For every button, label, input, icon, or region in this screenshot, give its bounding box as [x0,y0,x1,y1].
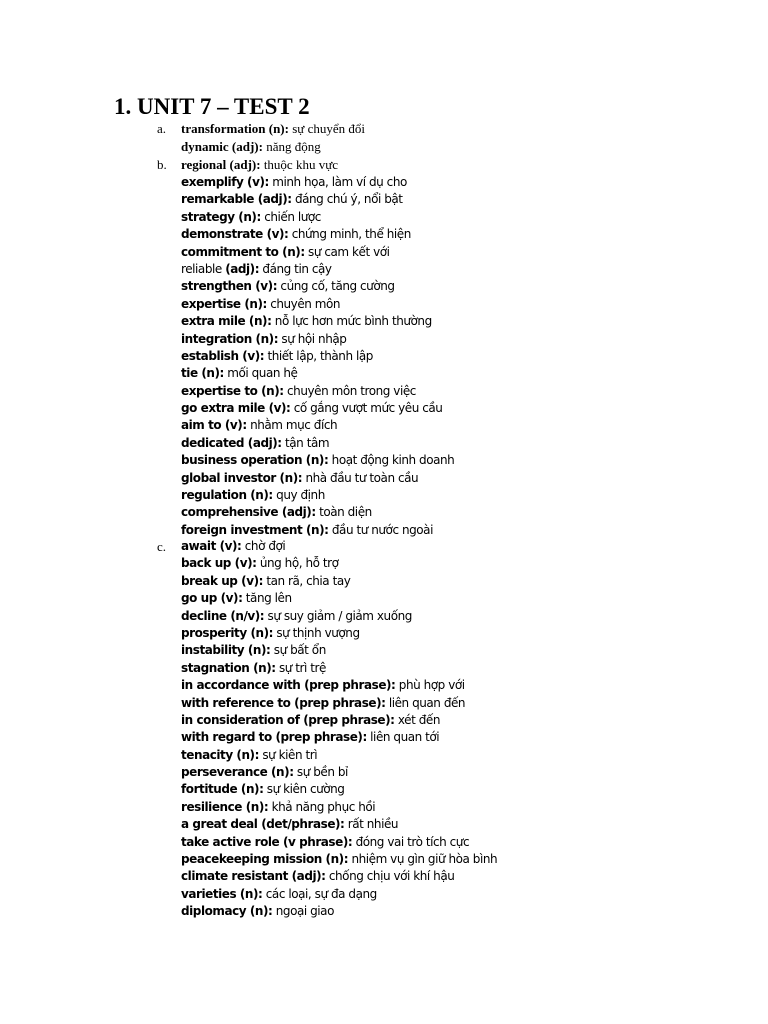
vocab-entry [181,712,497,729]
vocab-term: climate resistant (adj): [181,869,326,884]
vocab-meaning: khả năng phục hồi [268,799,376,814]
vocab-list-b-head [181,156,338,174]
vocab-entry [181,226,454,243]
vocab-meaning: đáng tin cậy [259,261,332,276]
vocab-entry [181,435,454,452]
vocab-meaning: đáng chú ý, nổi bật [291,192,403,207]
vocab-entry [181,573,497,590]
page-title: 1. UNIT 7 – TEST 2 [114,94,310,119]
vocab-meaning: đầu tư nước ngoài [328,522,433,537]
vocab-entry [181,764,497,781]
vocab-meaning: cố gắng vượt mức yêu cầu [290,401,443,416]
vocab-meaning: toàn diện [315,505,372,520]
vocab-meaning: liên quan đến [385,695,466,710]
vocab-meaning: sự thịnh vượng [272,625,360,640]
vocab-entry [181,868,497,885]
vocab-entry [181,278,454,295]
vocab-meaning: minh họa, làm ví dụ cho [268,175,407,189]
vocab-entry [181,555,497,572]
vocab-meaning: chứng minh, thể hiện [288,227,411,242]
vocab-entry [181,209,454,226]
vocab-meaning: chiến lược [260,209,321,224]
vocab-meaning: năng động [262,139,321,154]
vocab-term: establish (v): [181,348,265,363]
vocab-meaning: chuyên môn [266,296,341,311]
vocab-term: dynamic (adj): [181,139,263,154]
vocab-meaning: sự kiên trì [258,747,318,762]
vocab-meaning: thiết lập, thành lập [264,348,373,363]
vocab-entry [181,261,454,278]
vocab-meaning: nhiệm vụ gìn giữ hòa bình [348,852,498,867]
vocab-entry [181,120,365,138]
vocab-meaning: tan rã, chia tay [262,573,351,588]
vocab-entry [181,538,497,555]
vocab-meaning: mối quan hệ [223,366,298,381]
vocab-term: in consideration of (prep phrase): [181,712,395,727]
vocab-meaning: nhà đầu tư toàn cầu [302,470,419,485]
vocab-term: varieties (n): [181,886,263,901]
section-marker: a. [157,121,167,136]
vocab-term: demonstrate (v): [181,227,289,242]
vocab-term: foreign investment (n): [181,522,329,537]
vocab-meaning: thuộc khu vực [260,157,339,172]
vocab-term: extra mile (n): [181,314,272,329]
vocab-term: comprehensive (adj): [181,505,316,520]
vocab-entry [181,781,497,798]
vocab-entry [181,522,454,539]
vocab-term: (adj): [225,261,260,276]
vocab-entry [181,244,454,261]
vocab-term: go extra mile (v): [181,401,291,416]
vocab-entry [181,417,454,434]
vocab-meaning: hoạt động kinh doanh [328,453,455,468]
vocab-meaning: quy định [272,488,325,503]
vocab-entry [181,452,454,469]
vocab-meaning: nhằm mục đích [246,418,338,433]
vocab-entry [181,747,497,764]
vocab-term: expertise (n): [181,296,267,311]
vocab-term: perseverance (n): [181,765,294,780]
vocab-term: in accordance with (prep phrase): [181,678,396,693]
vocab-term: stagnation (n): [181,660,276,675]
vocab-term: regulation (n): [181,488,273,503]
vocab-term: tie (n): [181,366,224,381]
vocab-term: tenacity (n): [181,747,259,762]
vocab-meaning: nỗ lực hơn mức bình thường [271,314,432,329]
vocab-term: integration (n): [181,331,279,346]
vocab-term: remarkable (adj): [181,192,292,207]
vocab-term: exemplify (v): [181,175,269,189]
section-marker: c. [157,539,167,554]
vocab-meaning: chờ đợi [241,539,286,553]
vocab-term: break up (v): [181,573,263,588]
vocab-entry [181,296,454,313]
vocab-meaning: ngoại giao [272,904,334,919]
vocab-term: back up (v): [181,556,257,571]
vocab-list-b [181,174,454,539]
vocab-entry [181,174,454,191]
vocab-term: expertise to (n): [181,383,284,398]
vocab-term: business operation (n): [181,453,329,468]
vocab-meaning: phù hợp với [395,678,465,693]
vocab-entry [181,470,454,487]
vocab-term: global investor (n): [181,470,303,485]
vocab-meaning: sự trì trệ [275,660,326,675]
vocab-entry [181,799,497,816]
vocab-entry [181,191,454,208]
vocab-entry [181,504,454,521]
vocab-entry [181,642,497,659]
vocab-entry [181,695,497,712]
vocab-term: go up (v): [181,591,243,606]
vocab-term: regional (adj): [181,157,261,172]
vocab-entry [181,834,497,851]
vocab-list-c [181,538,497,921]
vocab-meaning: sự chuyển đổi [288,121,365,136]
vocab-term: a great deal (det/phrase): [181,817,345,832]
vocab-meaning: tăng lên [242,591,292,606]
vocab-term: diplomacy (n): [181,904,273,919]
vocab-entry [181,138,365,156]
vocab-entry [181,625,497,642]
vocab-meaning: ủng hộ, hỗ trợ [256,556,339,571]
vocab-meaning: củng cố, tăng cường [277,279,395,294]
vocab-meaning: liên quan tới [366,730,440,745]
vocab-entry [181,851,497,868]
vocab-term: strengthen (v): [181,279,278,294]
vocab-entry [181,348,454,365]
vocab-entry [181,608,497,625]
vocab-term: dedicated (adj): [181,435,282,450]
vocab-entry [181,729,497,746]
vocab-meaning: sự suy giảm / giảm xuống [264,608,412,623]
vocab-term: with regard to (prep phrase): [181,730,367,745]
vocab-term: peacekeeping mission (n): [181,852,349,867]
vocab-meaning: sự bất ổn [270,643,326,658]
vocab-term: resilience (n): [181,799,269,814]
vocab-term: aim to (v): [181,418,247,433]
vocab-meaning: xét đến [394,712,440,727]
vocab-term: take active role (v phrase): [181,834,353,849]
section-marker: b. [157,157,167,172]
vocab-entry [181,660,497,677]
vocab-term: commitment to (n): [181,244,305,259]
vocab-entry [181,365,454,382]
vocab-entry [181,156,338,174]
vocab-meaning: các loại, sự đa dạng [262,886,377,901]
vocab-entry [181,331,454,348]
vocab-entry [181,903,497,920]
vocab-entry [181,487,454,504]
vocab-term: await (v): [181,539,242,553]
vocab-entry [181,816,497,833]
vocab-term: prosperity (n): [181,625,273,640]
vocab-term: strategy (n): [181,209,261,224]
vocab-entry [181,313,454,330]
vocab-word: reliable [181,261,226,276]
vocab-term: with reference to (prep phrase): [181,695,386,710]
vocab-meaning: sự hội nhập [278,331,347,346]
vocab-entry [181,677,497,694]
vocab-term: decline (n/v): [181,608,265,623]
vocab-meaning: chống chịu với khí hậu [325,869,455,884]
vocab-term: fortitude (n): [181,782,264,797]
vocab-entry [181,886,497,903]
vocab-meaning: sự cam kết với [304,244,390,259]
vocab-entry [181,590,497,607]
vocab-meaning: chuyên môn trong việc [283,383,416,398]
vocab-term: instability (n): [181,643,271,658]
vocab-meaning: sự bền bỉ [293,765,348,780]
vocab-meaning: sự kiên cường [263,782,345,797]
vocab-term: transformation (n): [181,121,289,136]
vocab-list-a [181,120,365,156]
vocab-meaning: rất nhiều [344,817,399,832]
vocab-entry [181,383,454,400]
vocab-entry [181,400,454,417]
vocab-meaning: tận tâm [281,435,330,450]
vocab-meaning: đóng vai trò tích cực [352,834,470,849]
